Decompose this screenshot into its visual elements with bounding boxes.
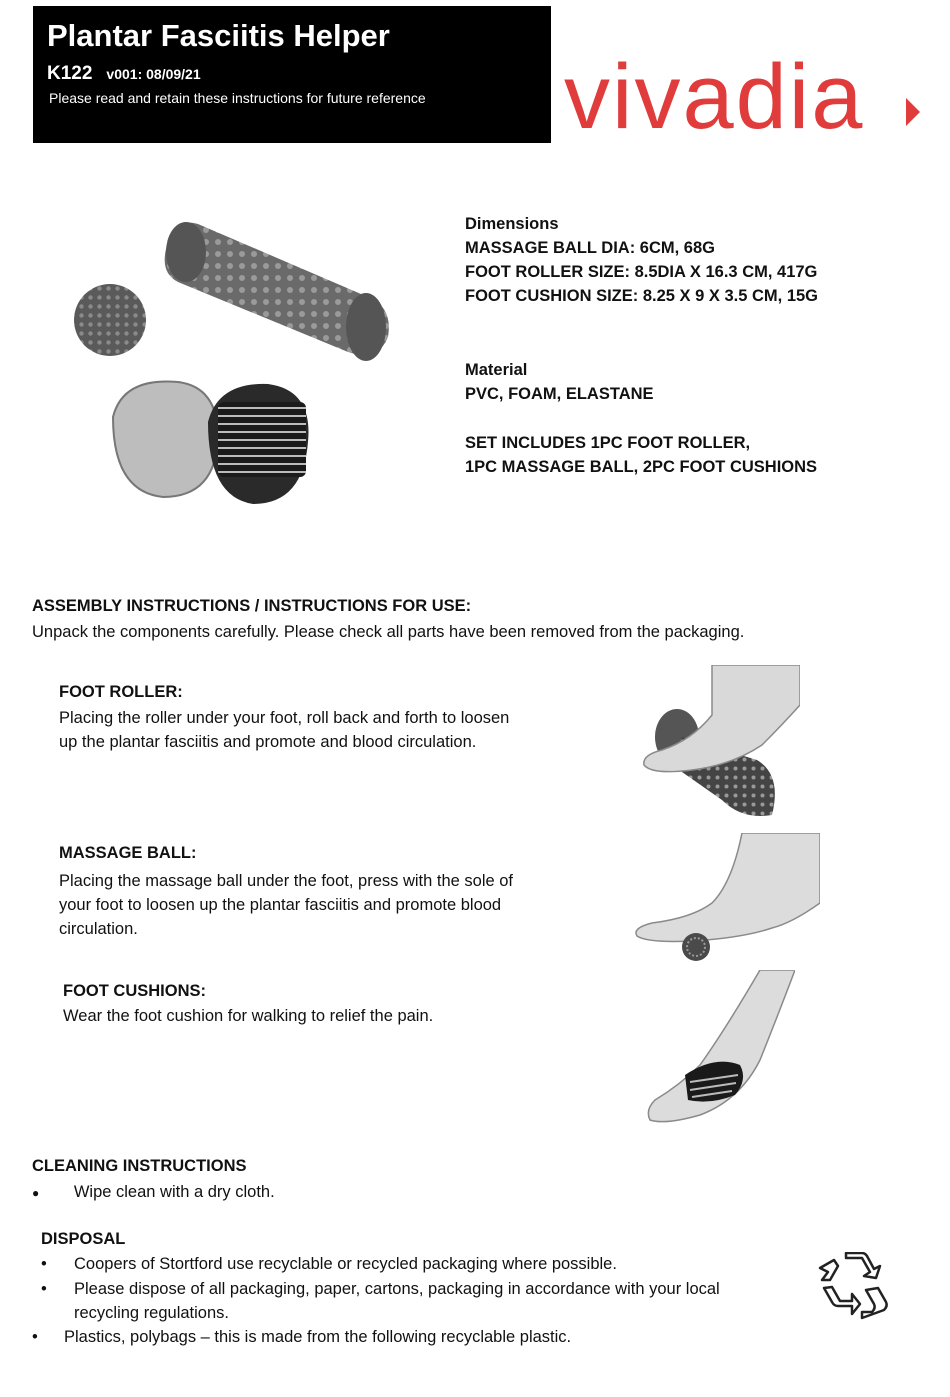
foot-cushion-spec: FOOT CUSHION SIZE: 8.25 X 9 X 3.5 CM, 15G (465, 287, 819, 305)
disposal-item (32, 1325, 38, 1350)
disposal-item (41, 1252, 47, 1277)
massage-ball-image (74, 284, 146, 356)
massage-ball-spec: MASSAGE BALL DIA: 6CM, 68G (465, 239, 715, 257)
foot-roller-spec: FOOT ROLLER SIZE: 8.5DIA X 16.3 CM, 417G (465, 263, 818, 281)
assembly-heading: ASSEMBLY INSTRUCTIONS / INSTRUCTIONS FOR USE: (32, 597, 472, 615)
massage-ball-heading: MASSAGE BALL: (59, 844, 197, 862)
massage-ball-text-line1: Placing the massage ball under the foot, press with the sole of (59, 872, 514, 890)
set-includes-line2: 1PC MASSAGE BALL, 2PC FOOT CUSHIONS (465, 458, 818, 476)
foot-roller-heading: FOOT ROLLER: (59, 683, 183, 701)
material-heading: Material (465, 361, 528, 379)
disposal-heading: DISPOSAL (41, 1230, 126, 1248)
foot-cushions-heading: FOOT CUSHIONS: (63, 982, 206, 1000)
version-date: v001: 08/09/21 (106, 66, 201, 82)
foot-cushion-usage-photo (640, 970, 795, 1124)
product-photo (68, 212, 398, 512)
bullet-icon: ● (32, 1186, 40, 1200)
foot-roller-usage-photo (632, 665, 800, 821)
disposal-item-text: Please dispose of all packaging, paper, cartons, packaging in accordance with your local (74, 1280, 720, 1298)
foot-cushions-text: Wear the foot cushion for walking to relief the pain. (63, 1007, 434, 1025)
disposal-item (41, 1277, 47, 1302)
massage-ball-text-line2: your foot to loosen up the plantar fasciitis and promote blood (59, 896, 502, 914)
material-value: PVC, FOAM, ELASTANE (465, 385, 654, 403)
bullet-icon: • (41, 1280, 47, 1298)
cleaning-item (32, 1180, 275, 1206)
foot-roller-text-line2: up the plantar fasciitis and promote and blood circulation. (59, 733, 477, 751)
foot-roller-text-line1: Placing the roller under your foot, roll back and forth to loosen (59, 709, 510, 727)
recycle-icon (818, 1252, 890, 1322)
assembly-intro: Unpack the components carefully. Please check all parts have been removed from the packaging. (32, 623, 745, 641)
product-code-line (47, 63, 201, 85)
set-includes-line1: SET INCLUDES 1PC FOOT ROLLER, (465, 434, 751, 452)
foot-cushion-light-image (113, 381, 218, 497)
dimensions-heading: Dimensions (465, 215, 559, 233)
massage-ball-usage-photo (632, 833, 820, 965)
logo-arrow-icon (906, 98, 920, 126)
document-title: Plantar Fasciitis Helper (47, 18, 390, 53)
bullet-icon: • (41, 1255, 47, 1273)
retain-note: Please read and retain these instructions for future reference (49, 90, 426, 106)
vivadia-logo (562, 48, 922, 143)
logo-wordmark: vivadia (564, 48, 865, 143)
disposal-item-text: Coopers of Stortford use recyclable or recycled packaging where possible. (74, 1255, 617, 1273)
disposal-item-text: Plastics, polybags – this is made from the following recyclable plastic. (64, 1328, 572, 1346)
foot-roller-image (165, 222, 389, 361)
disposal-item-text-cont: recycling regulations. (74, 1304, 229, 1322)
cleaning-item-text: Wipe clean with a dry cloth. (73, 1183, 275, 1201)
bullet-icon: • (32, 1328, 38, 1346)
cleaning-heading: CLEANING INSTRUCTIONS (32, 1157, 247, 1175)
header-banner (33, 6, 551, 143)
product-code: K122 (47, 63, 93, 84)
massage-ball-text-line3: circulation. (59, 920, 138, 938)
